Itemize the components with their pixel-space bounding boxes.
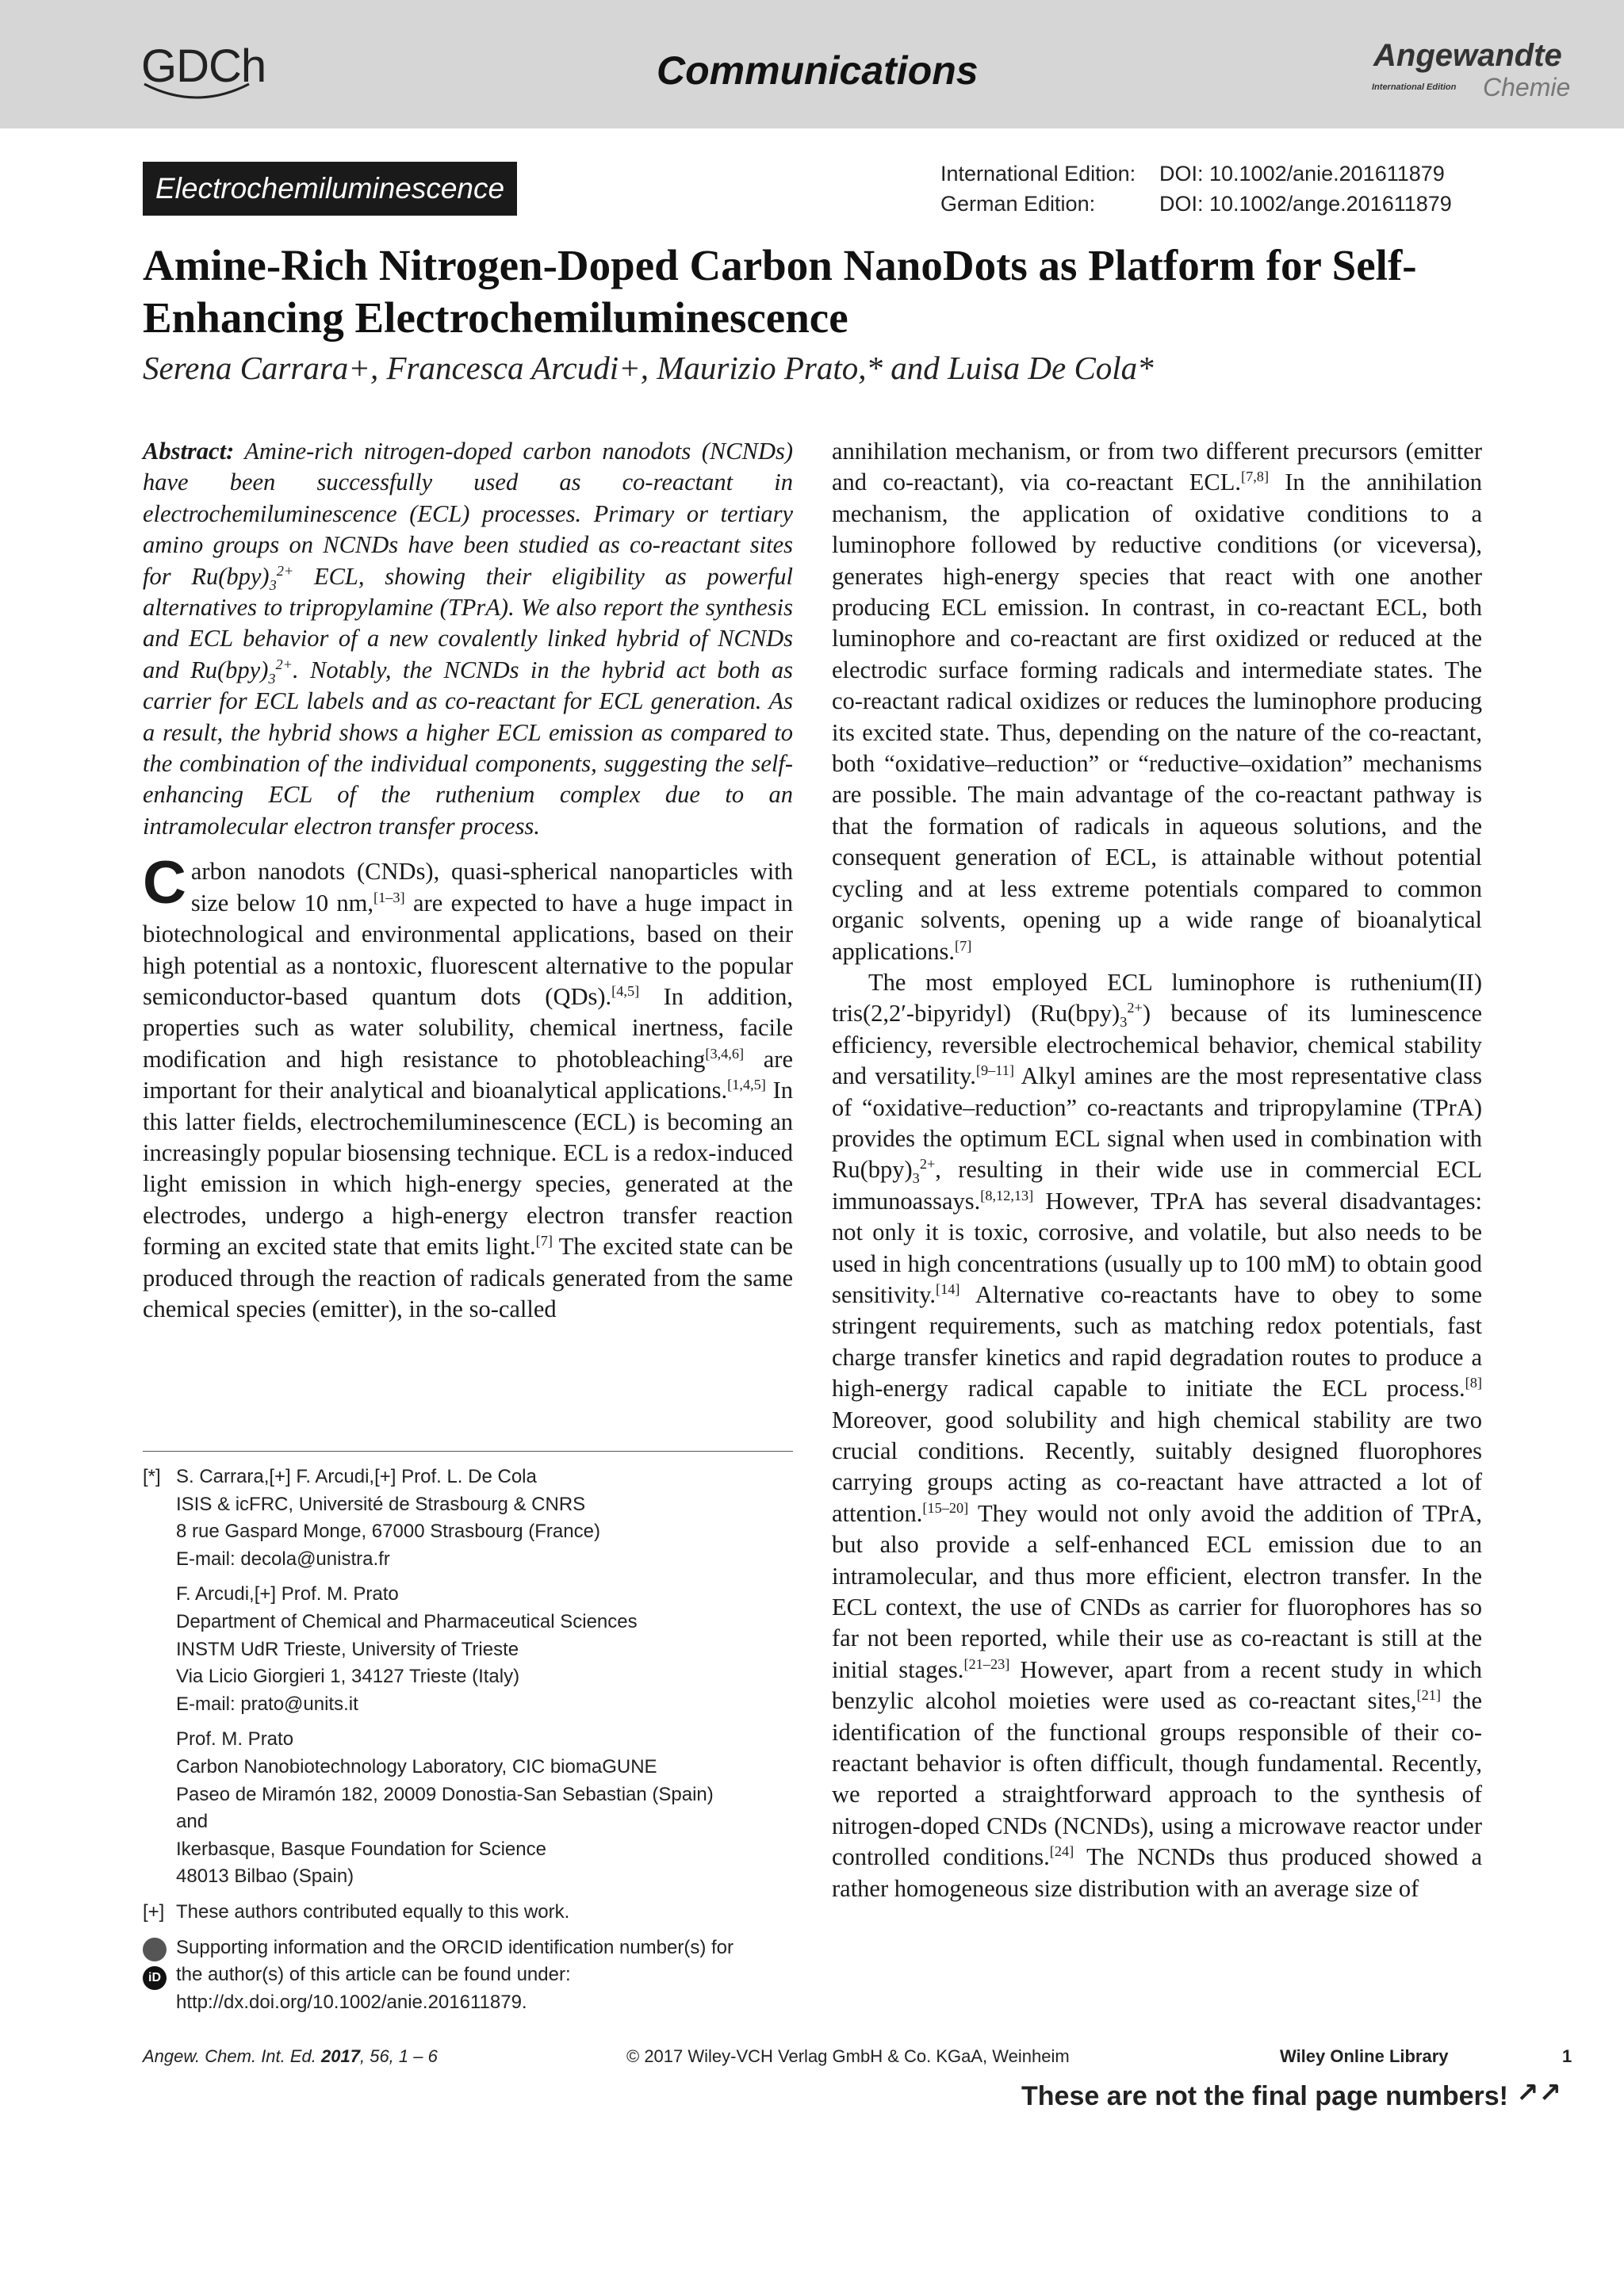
body-paragraph: [832, 436, 1482, 967]
footnotes: [143, 1464, 801, 2016]
citation-volume-pages: , 56, 1 – 6: [359, 2046, 438, 2066]
equal-contribution-text: These authors contributed equally to this work.: [176, 1900, 570, 1923]
doi-german-value[interactable]: DOI: 10.1002/ange.201611879: [1159, 192, 1452, 216]
article-authors: Serena Carrara+, Francesca Arcudi+, Maurizio Prato,* and Luisa De Cola*: [143, 350, 1154, 386]
drop-cap: C: [143, 849, 186, 917]
citation-ref[interactable]: [7]: [535, 1233, 553, 1249]
citation-ref[interactable]: [7,8]: [1241, 469, 1270, 485]
body-text: ) because of its luminescence efficiency, reversible electrochemical behavior, chemical stability and versatility.: [832, 1000, 1482, 1090]
footer-citation: [143, 2046, 438, 2067]
doi-international-value[interactable]: DOI: 10.1002/anie.201611879: [1159, 162, 1445, 186]
angewandte-logo-subtitle: International Edition: [1372, 82, 1457, 92]
citation-ref[interactable]: [4,5]: [611, 982, 640, 999]
supporting-info-line: the author(s) of this article can be found under:: [176, 1964, 571, 1986]
angewandte-logo: [1364, 38, 1586, 109]
body-text: In the annihilation mechanism, the application of oxidative conditions to a luminophore followed by reductive conditions (or viceversa), generates high-energy species that react with one another producing ECL emission. In contrast, in co-reactant ECL, both luminophore and co-reactant are first oxidized or reduced at the electrodic surface forming radicals and intermediate states. The co-reactant radical oxidizes or reduces the luminophore producing its excited state. Thus, depending on the nature of the co-reactant, both “oxidative–reduction” or “reductive–oxidation” mechanisms are possible. The main advantage of the co-reactant pathway is that the formation of radicals in aqueous solutions, and the consequent generation of ECL, is attainable without potential cycling and at less extreme potentials compared to common organic solvents, opening up a wide range of bioanalytical applications.: [832, 469, 1482, 965]
body-text: Alkyl amines are the most representative class of “oxidative–reduction” co-reactants and tripropylamine (TPrA) provides the optimum ECL signal when used in combination with Ru(bpy): [832, 1062, 1482, 1184]
body-text: The NCNDs thus produced showed a rather homogeneous size distribution with an average size of: [832, 1843, 1482, 1902]
body-text: However, TPrA has several disadvantages: not only it is toxic, corrosive, and volatile, but also needs to be used in high concentrations (usually up to 100 mM) to obtain good sensitivity.: [832, 1187, 1482, 1308]
chem-subscript: 3: [1120, 1014, 1128, 1031]
section-title: Communications: [657, 48, 979, 93]
citation-ref[interactable]: [8]: [1465, 1375, 1482, 1391]
affiliation-authors: S. Carrara,[+] F. Arcudi,[+] Prof. L. De Cola: [176, 1466, 537, 1487]
affiliation-line: Department of Chemical and Pharmaceutical Sciences: [176, 1610, 638, 1632]
affiliation-line: Carbon Nanobiotechnology Laboratory, CIC biomaGUNE: [176, 1755, 657, 1777]
chem-superscript: 2+: [1127, 1000, 1143, 1016]
doi-german: [940, 189, 1452, 219]
supporting-info-icon: [143, 1938, 167, 1961]
category-label: Electrochemiluminescence: [143, 162, 517, 216]
equal-contribution-note: [143, 1899, 801, 1927]
intro-text: are important for their analytical and bioanalytical applications.: [143, 1045, 793, 1104]
citation-ref[interactable]: [14]: [936, 1280, 960, 1297]
citation-ref[interactable]: [15–20]: [922, 1499, 969, 1516]
citation-ref[interactable]: [21–23]: [963, 1655, 1010, 1672]
affiliation-line: and: [176, 1811, 209, 1833]
right-column: [832, 436, 1482, 1904]
affiliation-authors: F. Arcudi,[+] Prof. M. Prato: [176, 1583, 399, 1605]
supporting-info-line: Supporting information and the ORCID identification number(s) for: [176, 1936, 734, 1958]
citation-journal: Angew. Chem. Int. Ed.: [143, 2046, 316, 2066]
abstract-text-3: . Notably, the NCNDs in the hybrid act both as carrier for ECL labels and as co-reactant for ECL generation. As a result, the hybrid shows a higher ECL emission as compared to the combination of the individual components, suggesting the self-enhancing ECL of the ruthenium complex due to an intramolecular electron transfer process.: [143, 656, 793, 840]
orcid-icon: iD: [143, 1966, 167, 1990]
article-title: Amine-Rich Nitrogen-Doped Carbon NanoDots as Platform for Self-Enhancing Electrochemiluminescence: [143, 241, 1417, 342]
body-text: , resulting in their wide use in commercial ECL immunoassays.: [832, 1156, 1482, 1215]
citation-ref[interactable]: [24]: [1049, 1843, 1074, 1860]
affiliation-line: ISIS & icFRC, Université de Strasbourg & CNRS: [176, 1493, 586, 1515]
affiliation-email[interactable]: E-mail: prato@units.it: [176, 1693, 358, 1715]
body-text: However, apart from a recent study in which benzylic alcohol moieties were used as co-reactant sites,: [832, 1655, 1482, 1715]
citation-ref[interactable]: [3,4,6]: [705, 1045, 745, 1062]
intro-paragraph: [143, 849, 794, 1325]
page-number: 1: [1562, 2046, 1572, 2066]
doi-international: [940, 159, 1452, 189]
angewandte-logo-title: Angewandte: [1373, 38, 1562, 73]
journal-header-band: [0, 0, 1624, 128]
angewandte-logo-chemie: Chemie: [1483, 73, 1571, 101]
body-text: Alternative co-reactants have to obey to some stringent requirements, such as matching redox potentials, fast charge transfer kinetics and rapid degradation routes to produce a high-energy radical capable to initiate the ECL process.: [832, 1280, 1482, 1402]
footnote-divider: [143, 1451, 793, 1452]
chem-superscript: 2+: [919, 1156, 936, 1173]
gdch-logo: GDCh: [141, 40, 266, 92]
citation-year: 2017: [321, 2046, 360, 2066]
affiliation-line: Via Licio Giorgieri 1, 34127 Trieste (Italy): [176, 1666, 520, 1688]
final-page-note: These are not the final page numbers!: [1021, 2081, 1509, 2111]
body-text: Moreover, good solubility and high chemical stability are two crucial conditions. Recently, suitably designed fluorophores carrying groups acting as co-reactant have attracted a lot of attention.: [832, 1406, 1482, 1527]
intro-text: In addition, properties such as water solubility, chemical inertness, facile modification and high resistance to photobleaching: [143, 982, 793, 1073]
citation-ref[interactable]: [1,4,5]: [727, 1076, 766, 1093]
gdch-logo-arc: [141, 79, 252, 103]
footnote-marker: [*]: [143, 1466, 161, 1487]
body-text: annihilation mechanism, or from two different precursors (emitter and co-reactant), via co-reactant ECL.: [832, 438, 1482, 496]
affiliation-line: Ikerbasque, Basque Foundation for Science: [176, 1838, 546, 1860]
affiliation-line: Paseo de Miramón 182, 20009 Donostia-San Sebastian (Spain): [176, 1783, 714, 1805]
wiley-online-library-link[interactable]: Wiley Online Library: [1280, 2046, 1449, 2066]
citation-ref[interactable]: [1–3]: [373, 889, 405, 905]
footer-copyright: © 2017 Wiley-VCH Verlag GmbH & Co. KGaA, Weinheim: [626, 2046, 1070, 2066]
affiliation-line: 48013 Bilbao (Spain): [176, 1866, 354, 1888]
abstract-label: Abstract:: [143, 438, 235, 465]
citation-ref[interactable]: [21]: [1416, 1687, 1441, 1704]
supporting-info-note: [143, 1934, 801, 2017]
chem-superscript: 2+: [275, 656, 293, 672]
abstract-text-1: Amine-rich nitrogen-doped carbon nanodots (NCNDs) have been successfully used as co-reactant in electrochemiluminescence (ECL) processes. Primary or tertiary amino groups on NCNDs have been studied as co-reactant sites for Ru(bpy): [143, 438, 793, 590]
abstract-text-2: ECL, showing their eligibility as powerful alternatives to tripropylamine (TPrA). We also report the synthesis and ECL behavior of a new covalently linked hybrid of NCNDs and Ru(bpy): [143, 562, 794, 683]
affiliation-trieste: [143, 1581, 801, 1718]
citation-ref[interactable]: [8,12,13]: [980, 1187, 1034, 1203]
intro-text: are expected to have a huge impact in biotechnological and environmental applications, based on their high potential as a nontoxic, fluorescent alternative to the popular semiconductor-based quantum dots (QDs).: [143, 889, 794, 1010]
affiliation-line: INSTM UdR Trieste, University of Trieste: [176, 1638, 519, 1660]
doi-german-label: German Edition:: [940, 192, 1096, 216]
affiliation-line: 8 rue Gaspard Monge, 67000 Strasbourg (France): [176, 1521, 600, 1543]
body-text: the identification of the functional groups responsible of their co-reactant behavior is often difficult, though fundamental. Recently, we reported a straightforward approach to the synthesis of nitrogen-doped CNDs (NCNDs), using a microwave reactor under controlled conditions.: [832, 1687, 1482, 1871]
body-text: They would not only avoid the addition of TPrA, but also provide a self-enhanced ECL emission due to an intramolecular, and thus more efficient, electron transfer. In the ECL context, the use of CNDs as carrier for fluorophores has so far not been reported, while their use as co-reactant is still at the initial stages.: [832, 1499, 1482, 1683]
citation-ref[interactable]: [7]: [955, 937, 972, 954]
body-text: The most employed ECL luminophore is ruthenium(II) tris(2,2′-bipyridyl) (Ru(bpy): [832, 968, 1482, 1027]
footnote-marker: [+]: [143, 1900, 165, 1923]
citation-ref[interactable]: [9–11]: [975, 1062, 1014, 1078]
chem-subscript: 3: [269, 576, 277, 593]
arrows-icon: ↗↗: [1516, 2077, 1561, 2109]
affiliation-strasbourg: [143, 1464, 801, 1573]
intro-text: The excited state can be produced through the reaction of radicals generated from the same chemical species (emitter), in the so-called: [143, 1233, 793, 1322]
affiliation-email[interactable]: E-mail: decola@unistra.fr: [176, 1548, 390, 1570]
body-paragraph: [832, 967, 1482, 1904]
doi-international-label: International Edition:: [940, 162, 1136, 186]
abstract: [143, 436, 793, 842]
chem-subscript: 3: [268, 670, 276, 687]
intro-text: arbon nanodots (CNDs), quasi-spherical nanoparticles with size below 10 nm,: [190, 858, 793, 916]
chem-superscript: 2+: [276, 562, 294, 579]
left-column: [143, 436, 793, 1325]
supporting-info-link[interactable]: http://dx.doi.org/10.1002/anie.201611879.: [176, 1991, 527, 2013]
chem-subscript: 3: [912, 1170, 920, 1187]
doi-block: [940, 159, 1452, 219]
intro-text: In this latter fields, electrochemiluminescence (ECL) is becoming an increasingly popular biosensing technique. ECL is a redox-induced light emission in which high-energy species, generated at the electrodes, undergo a high-energy electron transfer reaction forming an excited state that emits light.: [143, 1077, 793, 1261]
affiliation-san-sebastian: [143, 1726, 801, 1891]
affiliation-authors: Prof. M. Prato: [176, 1728, 294, 1751]
